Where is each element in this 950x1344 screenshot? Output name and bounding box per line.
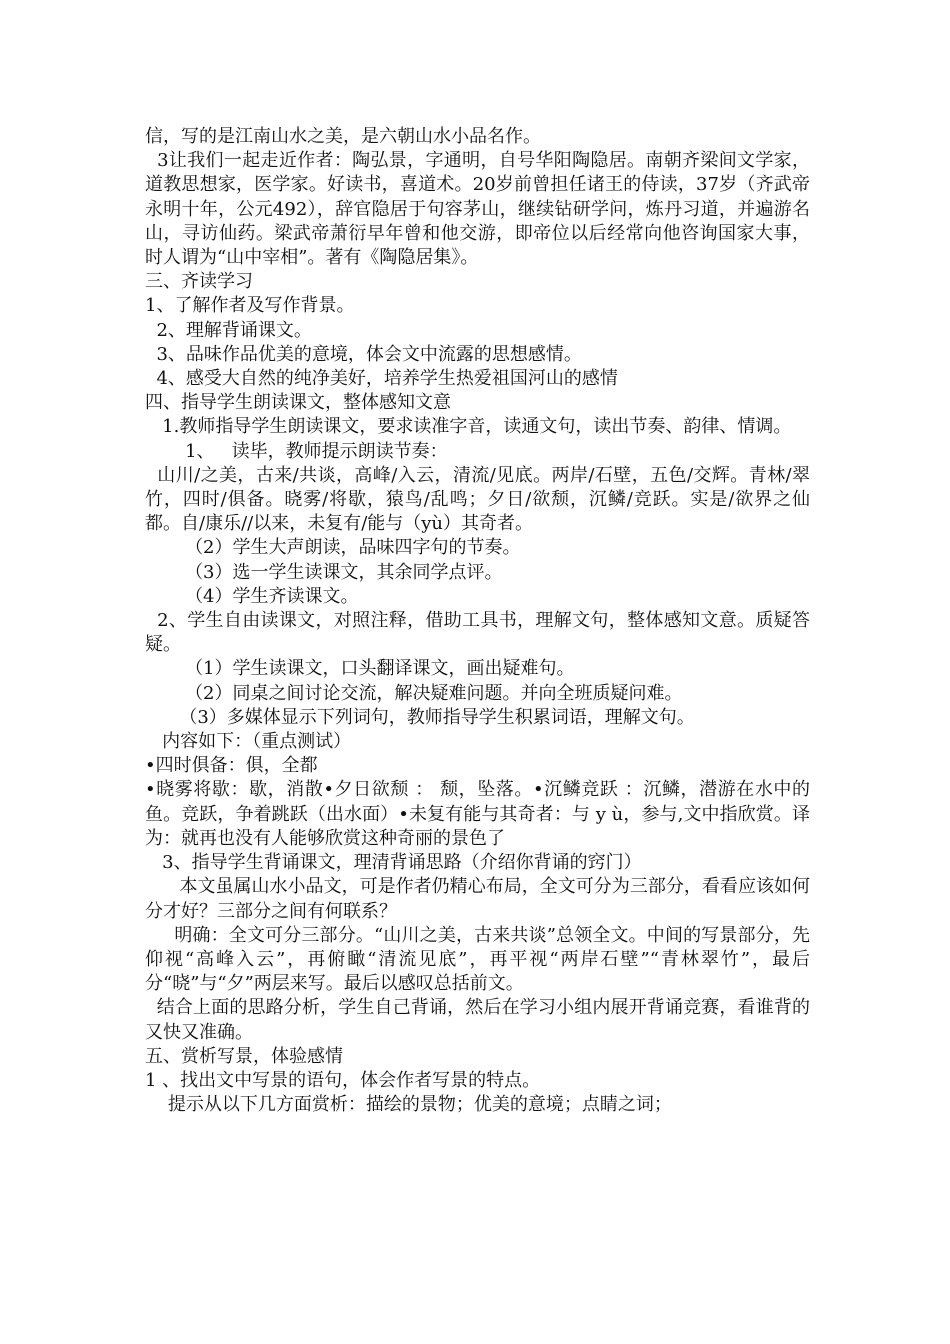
document-page — [145, 125, 810, 1117]
paragraph-intro-end: 信，写的是江南山水之美，是六朝山水小品名作。 — [145, 126, 541, 147]
paragraph-structure-question: 本文虽属山水小品文，可是作者仍精心布局，全文可分为三部分，看看应该如何分才好？三部分之间有何联系？ — [145, 876, 810, 922]
list-item-free-2: （2）同桌之间讨论交流，解决疑难问题。并向全班质疑问难。 — [145, 682, 683, 704]
paragraph-rhythm-text: 山川/之美，古来/共谈，高峰/入云，清流/见底。两岸/石壁，五色/交辉。青林/翠竹，四时/俱备。晓雾/将歇，猿鸟/乱鸣；夕日/欲颓，沉鳞/竞跃。实是/欲界之仙都。自/康乐//以来，未复有/能与（yù）其奇者。 — [145, 464, 810, 535]
vocab-item-2: •晓雾将歇：歇，消散•夕日欲颓 ： 颓，坠落。•沉鳞竞跃 ：沉鳞，潜游在水中的鱼。竞跃，争着跳跃（出水面）•未复有能与其奇者：与 y ù，参与,文中指欣赏。译为：就再也没有人能够欣赏这种奇丽的景色了 — [145, 779, 810, 849]
objective-item-1: 1、了解作者及写作背景。 — [145, 295, 355, 317]
paragraph-recite-contest: 结合上面的思路分析，学生自己背诵，然后在学习小组内展开背诵竞赛，看谁背的又快又准确。 — [145, 997, 810, 1043]
vocab-item-1: •四时俱备：俱，全都 — [145, 755, 318, 777]
objective-item-2: 2、理解背诵课文。 — [145, 319, 312, 341]
list-item-3: （3）选一学生读课文，其余同学点评。 — [145, 561, 503, 583]
list-item-4: （4）学生齐读课文。 — [145, 585, 359, 607]
paragraph-rhythm-intro: 1、 读毕，教师提示朗读节奏： — [145, 440, 448, 462]
paragraph-read-aloud: 1.教师指导学生朗读课文，要求读准字音，读通文句，读出节奏、韵律、情调。 — [145, 416, 792, 438]
paragraph-content-label: 内容如下：（重点测试） — [145, 731, 352, 753]
objective-item-3: 3、品味作品优美的意境，体会文中流露的思想感情。 — [145, 343, 582, 365]
objective-item-4: 4、感受大自然的纯净美好，培养学生热爱祖国河山的感情 — [145, 368, 618, 390]
list-item-2: （2）学生大声朗读，品味四字句的节奏。 — [145, 537, 521, 559]
paragraph-free-reading: 2、学生自由读课文，对照注释，借助工具书，理解文句，整体感知文意。质疑答疑。 — [145, 610, 810, 656]
list-item-free-3: （3）多媒体显示下列词句，教师指导学生积累词语，理解文句。 — [145, 706, 695, 728]
paragraph-find-scenery: 1 、找出文中写景的语句，体会作者写景的特点。 — [145, 1069, 541, 1091]
section-heading-5: 五、赏析写景，体验感情 — [145, 1045, 343, 1067]
paragraph-structure-answer: 明确：全文可分三部分。“山川之美，古来共谈”总领全文。中间的写景部分，先仰视“高峰入云”，再俯瞰“清流见底”，再平视“两岸石壁”“青林翠竹”，最后分“晓”与“夕”两层来写。最后以感叹总括前文。 — [145, 924, 810, 995]
paragraph-appreciation-hint: 提示从以下几方面赏析：描绘的景物；优美的意境；点睛之词； — [145, 1094, 672, 1116]
paragraph-author-bio: 3让我们一起走近作者：陶弘景，字通明，自号华阳陶隐居。南朝齐梁间文学家，道教思想家，医学家。好读书，喜道术。20岁前曾担任诸王的侍读，37岁（齐武帝永明十年，公元492），辞官隐居于句容茅山，继续钻研学问，炼丹习道，并遍游名山，寻访仙药。梁武帝萧衍早年曾和他交游，即帝位以后经常向他咨询国家大事，时人谓为“山中宰相”。著有《陶隐居集》。 — [145, 150, 810, 269]
section-heading-4: 四、指导学生朗读课文，整体感知文意 — [145, 392, 451, 414]
section-heading-3: 三、齐读学习 — [145, 271, 253, 293]
paragraph-recite-guide: 3、指导学生背诵课文，理清背诵思路（介绍你背诵的窍门） — [145, 852, 642, 874]
list-item-free-1: （1）学生读课文，口头翻译课文，画出疑难句。 — [145, 658, 575, 680]
